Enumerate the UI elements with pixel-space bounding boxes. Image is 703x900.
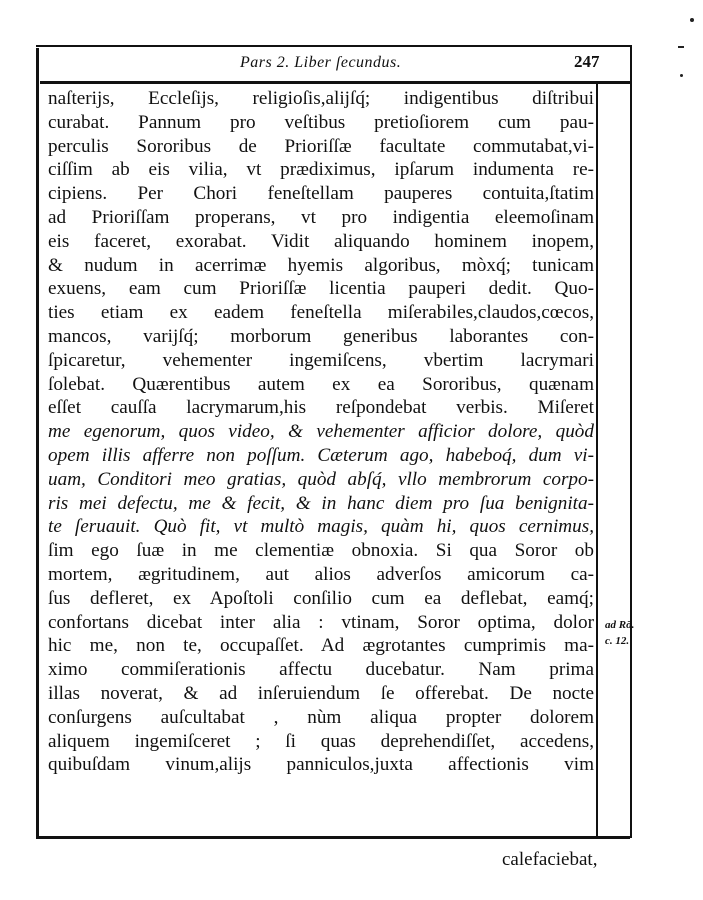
margin-note-line: c. 12.	[605, 635, 630, 647]
text-line: mortem, ægritudinem, aut alios adverſos amicorum ca-	[48, 563, 594, 585]
text-line: quibuſdam vinum,alijs panniculos,juxta affectionis vim	[48, 754, 594, 776]
text-line: confortans dicebat inter alia : vtinam, Soror optima, dolor	[48, 611, 594, 633]
frame-right-rule	[630, 45, 632, 838]
text-margin-rule	[596, 84, 598, 836]
text-line: ris mei defectu, me & fecit, & in hanc diem pro ſua benignita-	[48, 492, 594, 514]
ink-speck	[680, 74, 683, 77]
text-line: hic me, non te, occupaſſet. Ad ægrotantes cumprimis ma-	[48, 635, 594, 657]
page-number: 247	[574, 52, 600, 71]
margin-note-line: ad Rō.	[605, 619, 635, 631]
text-line: te ſeruauit. Quò fit, vt multò magis, quàm hi, quos cernimus,	[48, 516, 594, 538]
text-line: & nudum in acerrimæ hyemis algoribus, mòxq́; tunicam	[48, 254, 594, 276]
header-rule-top	[36, 45, 632, 47]
text-line: exuens, eam cum Prioriſſæ licentia pauperi dedit. Quo-	[48, 278, 594, 300]
text-line: eis faceret, exorabat. Vidit aliquando hominem inopem,	[48, 230, 594, 252]
text-line: eſſet cauſſa lacrymarum,his reſpondebat verbis. Miſeret	[48, 397, 594, 419]
text-line: ſus defleret, ex Apoſtoli conſilio cum ea deflebat, eamq́;	[48, 587, 594, 609]
text-line: aliquem ingemiſceret ; ſi quas deprehendiſſet, accedens,	[48, 730, 594, 752]
header-rule-bottom	[40, 81, 632, 84]
text-line: ſim ego ſuæ in me clementiæ obnoxia. Si qua Soror ob	[48, 540, 594, 562]
body-text	[48, 87, 594, 777]
ink-speck	[678, 46, 684, 48]
text-line: opem illis afferre non poſſum. Cæterum ago, habeboq́, dum vi-	[48, 444, 594, 466]
catchword: calefaciebat,	[502, 849, 598, 870]
text-line: perculis Sororibus de Prioriſſæ facultate commutabat,vi-	[48, 135, 594, 157]
text-line: uam, Conditori meo gratias, quòd abſq́, vllo membrorum corpo-	[48, 468, 594, 490]
text-line: me egenorum, quos video, & vehementer afficior dolore, quòd	[48, 421, 594, 443]
text-line: ties etiam ex eadem feneſtella miſerabiles,claudos,cœcos,	[48, 302, 594, 324]
ink-speck	[690, 18, 694, 22]
text-line: naſterijs, Eccleſijs, religioſis,alijſq́; indigentibus diſtribui	[48, 88, 594, 109]
text-line: ad Prioriſſam properans, vt pro indigentia eleemoſinam	[48, 206, 594, 228]
frame-bottom-rule	[36, 836, 630, 839]
text-line: curabat. Pannum pro veſtibus pretioſiorem cum pau-	[48, 111, 594, 133]
text-line: ſolebat. Quærentibus autem ex ea Sororibus, quænam	[48, 373, 594, 395]
text-line: ciſſim ab eis vilia, vt prædiximus, ipſarum indumenta re-	[48, 159, 594, 181]
text-line: ximo commiſerationis affectu ducebatur. Nam prima	[48, 659, 594, 681]
margin-note	[605, 617, 635, 649]
text-line: mancos, varijſq́; morborum generibus laborantes con-	[48, 325, 594, 347]
text-line: cipiens. Per Chori feneſtellam pauperes contuita,ſtatim	[48, 183, 594, 205]
text-line: ſpicaretur, vehementer ingemiſcens, vbertim lacrymari	[48, 349, 594, 371]
frame-left-rule	[36, 48, 39, 838]
text-line: conſurgens auſcultabat , nùm aliqua propter dolorem	[48, 706, 594, 728]
text-line: illas noverat, & ad inſeruiendum ſe offerebat. De nocte	[48, 682, 594, 704]
running-head: Pars 2. Liber ſecundus.	[240, 54, 402, 71]
